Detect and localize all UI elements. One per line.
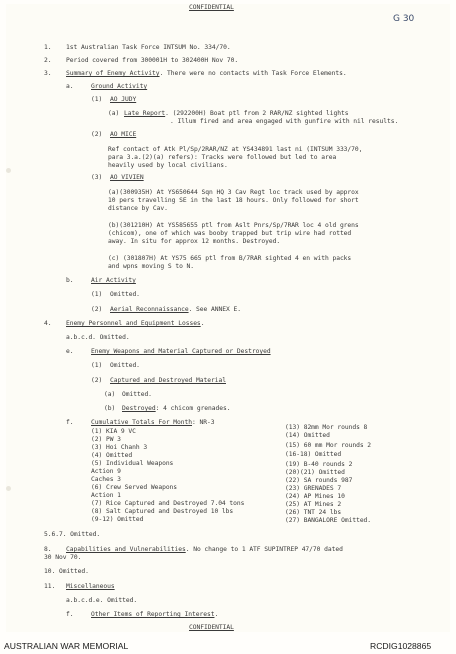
ao-judy-num: (1) [91,96,103,103]
para-11-sub: a.b.c.d.e. Omitted. [66,597,138,604]
totals-left-line: (5) Individual Weapons [91,460,174,467]
para-2-num: 2. [44,57,52,64]
binder-hole [6,168,11,173]
aerial-recon-heading: Aerial Reconnaissance [110,306,189,313]
air-letter: b. [66,277,74,284]
ao-mice-heading: AO MICE [110,131,137,138]
totals-right-line: (26) TNT 24 lbs [285,509,342,516]
ground-heading: Ground Activity [91,83,148,90]
para-4f-line [91,419,214,427]
totals-left-line: (3) Hoi Chanh 3 [91,444,148,451]
totals-left-line: (4) Omitted [91,452,133,459]
ao-mice-line: heavily used by local civilians. [108,162,228,169]
para-8-line2: 30 Nov 70. [44,554,82,561]
totals-right-line: (14) Omitted [285,432,330,439]
totals-left-line: (2) PW 3 [91,436,121,443]
para-4e-heading: Enemy Weapons and Material Captured or Destroyed [91,348,271,355]
para-4e-letter: e. [66,348,74,355]
aerial-recon-text: . See ANNEX E. [188,306,241,313]
air-heading: Air Activity [91,277,136,284]
totals-right-line: (24) AP Mines 10 [285,493,345,500]
para-11-num: 11. [44,583,56,590]
para-567: 5.6.7. Omitted. [44,531,101,538]
ao-mice-line: para 3.a.(2)(a) refers): Tracks were followed but led to area [108,154,337,161]
cumulative-heading: Cumulative Totals For Month [91,419,193,426]
totals-left-line: (9-12) Omitted [91,516,144,523]
para-4e-1-text: Omitted. [110,362,140,369]
air-1-num: (1) [91,291,103,298]
para-11f-line [91,611,218,619]
totals-right-line: (13) 82mm Mor rounds 8 [285,424,368,431]
air-2-num: (2) [91,306,103,313]
para-4e-1-num: (1) [91,362,103,369]
other-items-text: . [214,611,219,618]
para-8-num: 8. [44,546,52,553]
totals-right-line: (23) GRENADES 7 [285,485,342,492]
ao-vivien-num: (3) [91,174,103,181]
totals-right-line: (16-18) Omitted [285,451,342,458]
classification-bottom: CONFIDENTIAL [189,624,234,631]
totals-left-line: (1) KIA 9 VC [91,428,136,435]
para-4e-2-heading: Captured and Destroyed Material [110,377,226,384]
totals-right-line: (15) 60 mm Mor rounds 2 [285,442,372,449]
totals-left-line: Action 9 [91,468,121,475]
destroyed-text: : 4 chicom grenades. [155,405,231,412]
totals-right-line: (19) B-40 rounds 2 [285,461,353,468]
para-1-num: 1. [44,44,52,51]
ao-judy-a-line2: . Illum fired and area engaged with gunfire with nil results. [170,118,399,125]
totals-left-line: (7) Rice Captured and Destroyed 7.04 tons [91,500,245,507]
ao-judy-heading: AO JUDY [110,96,137,103]
capabilities-text: . No change to 1 ATF SUPINTREP 47/70 dated [185,546,343,553]
para-4-sub: a.b.c.d. Omitted. [66,334,130,341]
totals-right-line: (20)(21) Omitted [285,469,345,476]
para-4e-a-text: Omitted. [122,391,152,398]
ao-vivien-c-line: (c) (301807H) At YS75 665 ptl from B/7RAR sighted 4 en with packs [108,255,352,262]
ao-vivien-b-line: (b)(301210H) At YS585655 ptl from Aslt Pnrs/Sp/7RAR loc 4 old grens [108,222,359,229]
ao-vivien-c-line: and wpns moving S to N. [108,263,195,270]
para-3-text: . There were no contacts with Task Force Elements. [159,70,347,77]
classification-top: CONFIDENTIAL [189,4,234,11]
ground-letter: a. [66,83,74,90]
para-1-text: 1st Australian Task Force INTSUM No. 334/70. [66,44,231,51]
air-2-line [110,306,241,314]
para-3-line [66,70,347,78]
ao-vivien-heading: AO VIVIEN [110,174,144,181]
totals-right-line: (22) SA rounds 987 [285,477,353,484]
destroyed-heading: Destroyed [122,405,156,412]
archive-label: AUSTRALIAN WAR MEMORIAL [4,641,129,651]
para-3-num: 3. [44,70,52,77]
ao-mice-line: Ref contact of Atk Pl/Sp/2RAR/NZ at YS434891 last ni (INTSUM 333/70, [108,146,363,153]
para-11f-letter: f. [66,611,74,618]
late-report-text: . (292200H) Boat ptl from 2 RAR/NZ sighted lights [165,110,349,117]
late-report-heading: Late Report [124,110,166,117]
para-11-heading: Miscellaneous [66,583,115,590]
ao-vivien-b-line: (chicom), one of which was booby trapped but trip wire had rotted [108,230,352,237]
para-3-heading: Summary of Enemy Activity [66,70,160,77]
totals-right-line: (27) BANGALORE Omitted. [285,517,372,524]
para-4-heading: Enemy Personnel and Equipment Losses [66,320,201,327]
para-2-text: Period covered from 300001H to 302400H Nov 70. [66,57,239,64]
capabilities-heading: Capabilities and Vulnerabilities [66,546,186,553]
para-4f-letter: f. [66,419,74,426]
ao-vivien-a-line: 10 pers travelling SE in the last 18 hours. Only followed for short [108,197,359,204]
para-10: 10. Omitted. [44,568,89,575]
para-4-line [66,320,204,328]
totals-right-line: (25) AT Mines 2 [285,501,342,508]
ao-vivien-a-line: (a)(300935H) At YS650644 Sqn HQ 3 Cav Regt loc track used by approx [108,189,359,196]
ao-vivien-a-line: distance by Cav. [108,205,168,212]
air-1-text: Omitted. [110,291,140,298]
totals-left-line: Action 1 [91,492,121,499]
binder-hole [6,486,11,491]
ao-mice-num: (2) [91,131,103,138]
para-4-num: 4. [44,320,52,327]
para-4e-b-line [122,405,231,413]
para-8-line [66,546,343,554]
para-4e-a-num: (a) [104,391,116,398]
para-4-text: . [200,320,205,327]
totals-left-line: Caches 3 [91,476,121,483]
archive-id: RCDIG1028865 [370,641,432,651]
ao-vivien-b-line: away. In situ for approx 12 months. Destroyed. [108,238,281,245]
totals-left-line: (6) Crew Served Weapons [91,484,178,491]
para-4e-2-num: (2) [91,377,103,384]
other-items-heading: Other Items of Reporting Interest [91,611,215,618]
totals-left-line: (8) Salt Captured and Destroyed 10 lbs [91,508,234,515]
ao-judy-a-line1 [124,110,348,118]
ao-judy-a-letter: (a) [108,110,120,117]
para-4e-b-num: (b) [104,405,116,412]
cumulative-text: : NR-3 [192,419,215,426]
handwritten-ref: G 30 [393,14,415,24]
